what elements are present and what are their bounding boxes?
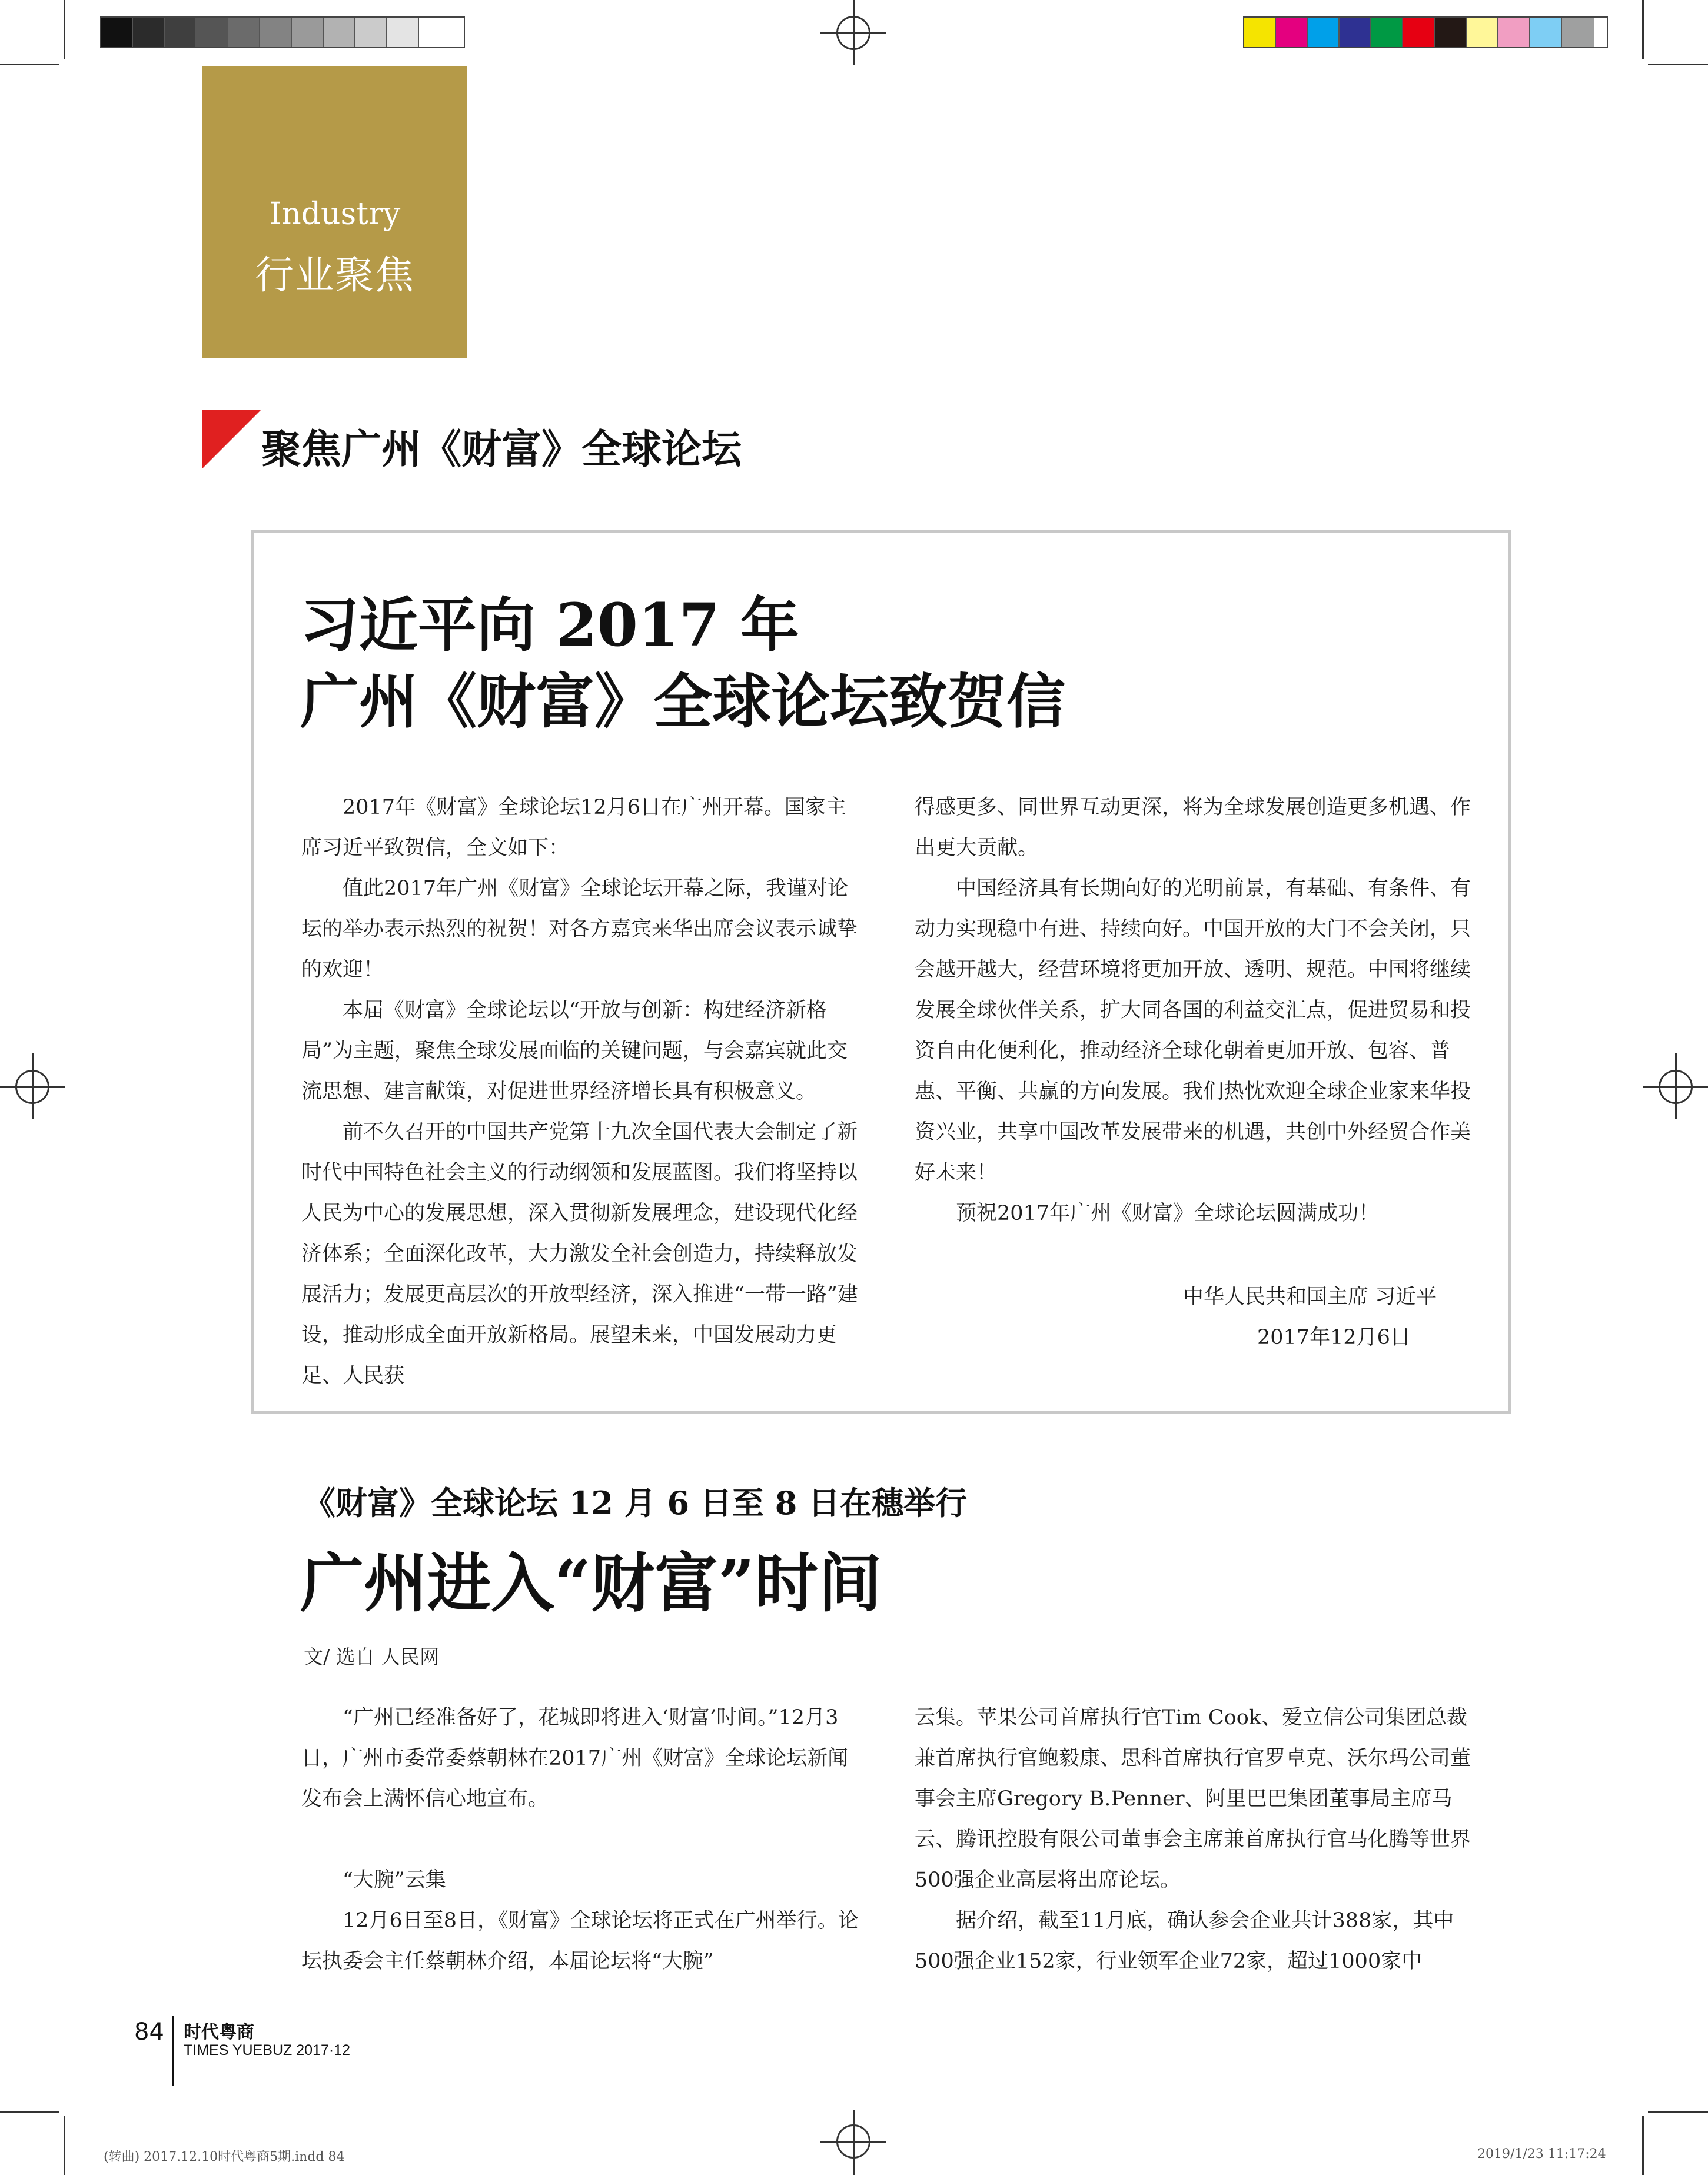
- color-swatch: [1467, 18, 1498, 47]
- registration-circle-icon: [836, 2124, 870, 2159]
- page-number: 84: [134, 2018, 164, 2046]
- crop-mark: [64, 2116, 65, 2175]
- red-triangle-icon: [202, 410, 261, 468]
- publication-issue: TIMES YUEBUZ 2017·12: [184, 2042, 350, 2058]
- color-swatch: [165, 18, 197, 47]
- color-swatch: [1340, 18, 1371, 47]
- print-slug-left: (转曲) 2017.12.10时代粤商5期.indd 84: [104, 2150, 345, 2164]
- color-swatch: [1371, 18, 1403, 47]
- color-swatch: [1498, 18, 1530, 47]
- article2-byline: 文/ 选自 人民网: [304, 1645, 440, 1668]
- paragraph: 前不久召开的中国共产党第十九次全国代表大会制定了新时代中国特色社会主义的行动纲领和发展蓝图。我们将坚持以人民为中心的发展思想，深入贯彻新发展理念，建设现代化经济体系；全面深化改革，大力激发全社会创造力，持续释放发展活力；发展更高层次的开放型经济，深入推进“一带一路”建设，推动形成全面开放新格局。展望未来，中国发展动力更足、人民获: [301, 1120, 858, 1388]
- article2-left-column: [301, 1698, 860, 1982]
- color-swatch: [1530, 18, 1562, 47]
- registration-circle-icon: [1659, 1070, 1693, 1104]
- color-swatch: [1435, 18, 1467, 47]
- paragraph: 值此2017年广州《财富》全球论坛开幕之际，我谨对论坛的举办表示热烈的祝贺！对各方嘉宾来华出席会议表示诚挚的欢迎！: [301, 877, 858, 982]
- paragraph: 云集。苹果公司首席执行官Tim Cook、爱立信公司集团总裁兼首席执行官鲍毅康、思科首席执行官罗卓克、沃尔玛公司董事会主席Gregory B.Penner、阿里巴巴集团董事局主席马云、腾讯控股有限公司董事会主席兼首席执行官马化腾等世界500强企业高层将出席论坛。: [915, 1706, 1471, 1892]
- footer-divider: [172, 2016, 174, 2086]
- section-label-chinese: 行业聚焦: [255, 252, 415, 298]
- color-swatch: [197, 18, 228, 47]
- publication-name: 时代粤商: [184, 2022, 254, 2043]
- letter-date: 2017年12月6日: [1257, 1326, 1411, 1349]
- paragraph: 预祝2017年广州《财富》全球论坛圆满成功！: [956, 1202, 1380, 1225]
- crop-mark: [1648, 64, 1708, 65]
- article1-title-line2: 广州《财富》全球论坛致贺信: [300, 667, 1065, 736]
- focus-heading: 聚焦广州《财富》全球论坛: [261, 427, 742, 473]
- color-swatch: [387, 18, 419, 47]
- paragraph: 据介绍，截至11月底，确认参会企业共计388家，其中500强企业152家，行业领军企业72家，超过1000家中: [915, 1909, 1454, 1973]
- color-swatch: [1403, 18, 1435, 47]
- color-swatch: [324, 18, 355, 47]
- paragraph: 12月6日至8日，《财富》全球论坛将正式在广州举行。论坛执委会主任蔡朝林介绍，本届论坛将“大腕”: [301, 1909, 859, 1973]
- article1-left-column: [301, 787, 860, 1396]
- print-slug-right: 2019/1/23 11:17:24: [1477, 2147, 1606, 2161]
- color-swatch: [1308, 18, 1340, 47]
- article2-right-column: [915, 1698, 1474, 1982]
- color-swatch: [1244, 18, 1276, 47]
- registration-circle-icon: [15, 1070, 49, 1104]
- paragraph: 本届《财富》全球论坛以“开放与创新：构建经济新格局”为主题，聚焦全球发展面临的关键问题，与会嘉宾就此交流思想、建言献策，对促进世界经济增长具有积极意义。: [301, 999, 848, 1103]
- subheading: “大腕”云集: [343, 1868, 446, 1892]
- article2-kicker: 《财富》全球论坛 12 月 6 日至 8 日在穗举行: [304, 1484, 968, 1522]
- color-swatch: [260, 18, 292, 47]
- color-swatch: [101, 18, 133, 47]
- spacer: [301, 1820, 860, 1860]
- color-swatch: [355, 18, 387, 47]
- crop-mark: [1648, 2111, 1708, 2113]
- paragraph: 2017年《财富》全球论坛12月6日在广州开幕。国家主席习近平致贺信，全文如下：: [301, 796, 846, 860]
- color-swatch: [1276, 18, 1308, 47]
- article1-right-column: [915, 787, 1474, 1234]
- crop-mark: [1642, 0, 1644, 59]
- paragraph: 中国经济具有长期向好的光明前景，有基础、有条件、有动力实现稳中有进、持续向好。中国开放的大门不会关闭，只会越开越大，经营环境将更加开放、透明、规范。中国将继续发展全球伙伴关系，扩大同各国的利益交汇点，促进贸易和投资自由化便利化，推动经济全球化朝着更加开放、包容、普惠、平衡、共赢的方向发展。我们热忱欢迎全球企业家来华投资兴业，共享中国改革发展带来的机遇，共创中外经贸合作美好未来！: [915, 877, 1471, 1185]
- crop-mark: [0, 2111, 59, 2113]
- registration-circle-icon: [836, 16, 870, 50]
- letter-signature: 中华人民共和国主席 习近平: [1183, 1285, 1437, 1309]
- article1-title-line1: 习近平向 2017 年: [300, 590, 799, 660]
- article2-title: 广州进入“财富”时间: [300, 1547, 882, 1621]
- paragraph: “广州已经准备好了，花城即将进入‘财富’时间。”12月3日，广州市委常委蔡朝林在2017广州《财富》全球论坛新闻发布会上满怀信心地宣布。: [301, 1706, 849, 1811]
- section-badge: [202, 66, 467, 358]
- section-label-english: Industry: [269, 197, 401, 232]
- crop-mark: [0, 64, 59, 65]
- color-swatch: [133, 18, 165, 47]
- color-swatch: [1562, 18, 1594, 47]
- color-swatch: [419, 18, 451, 47]
- process-color-bar: [1243, 16, 1608, 48]
- paragraph: 得感更多、同世界互动更深，将为全球发展创造更多机遇、作出更大贡献。: [915, 796, 1471, 860]
- crop-mark: [1642, 2116, 1644, 2175]
- crop-mark: [64, 0, 65, 59]
- color-swatch: [292, 18, 324, 47]
- color-swatch: [228, 18, 260, 47]
- grayscale-color-bar: [100, 16, 465, 48]
